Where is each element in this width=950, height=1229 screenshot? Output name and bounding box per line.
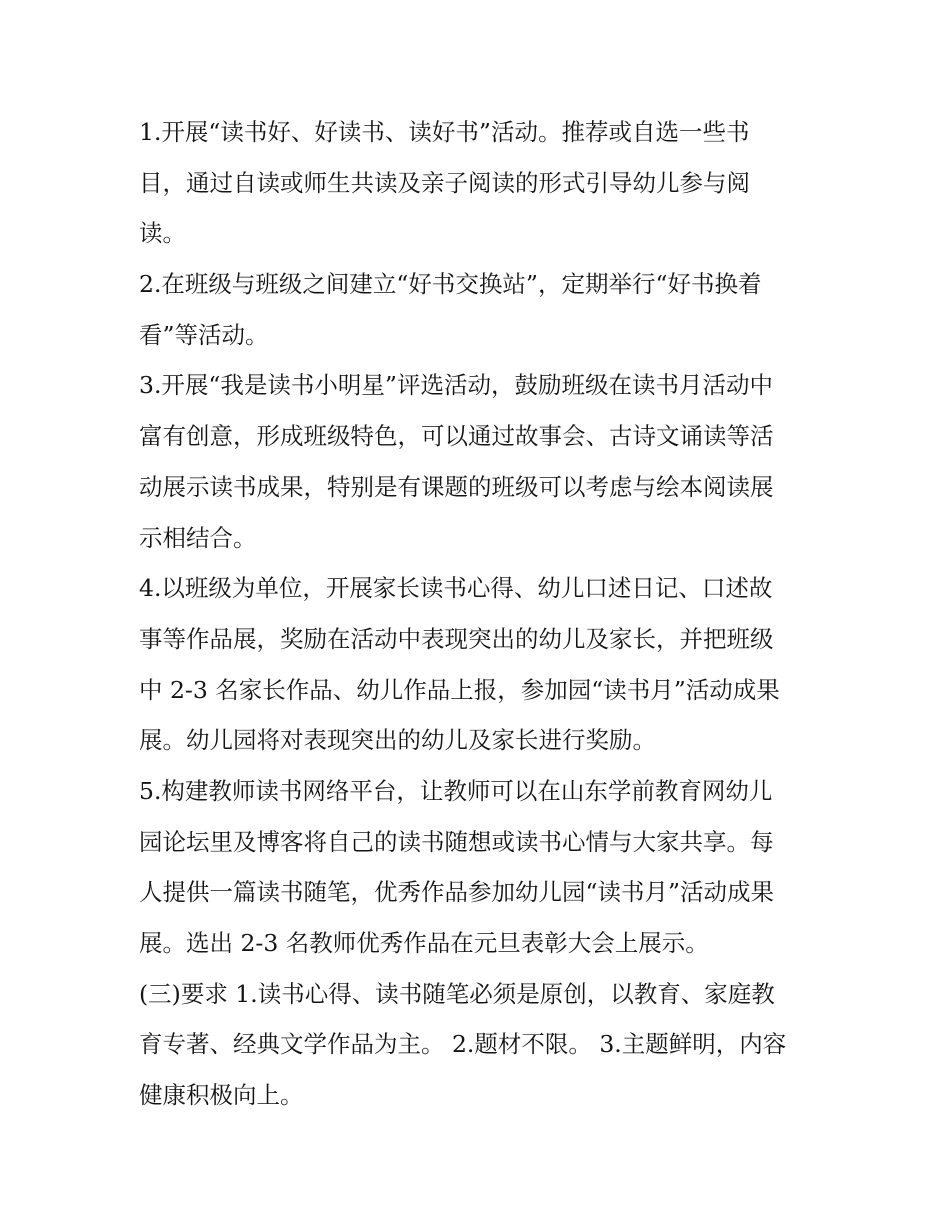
text-line: 富有创意，形成班级特色，可以通过故事会、古诗文诵读等活	[139, 422, 774, 451]
text-line: 3.开展“我是读书小明星”评选活动，鼓励班级在读书月活动中	[139, 371, 773, 400]
document-body	[139, 107, 819, 1121]
text-line: 中 2-3 名家长作品、幼儿作品上报，参加园“读书月”活动成果	[139, 675, 780, 704]
text-line: 目，通过自读或师生共读及亲子阅读的形式引导幼儿参与阅	[139, 168, 750, 197]
text-line: 1.开展“读书好、好读书、读好书”活动。推荐或自选一些书	[139, 118, 750, 146]
text-line: 园论坛里及博客将自己的读书随想或读书心情与大家共享。每	[139, 827, 774, 856]
text-line: 事等作品展，奖励在活动中表现突出的幼儿及家长，并把班级	[139, 624, 774, 653]
text-line: 示相结合。	[139, 523, 257, 552]
text-line: 人提供一篇读书随笔，优秀作品参加幼儿园“读书月”活动成果	[139, 878, 775, 907]
text-line: (三)要求 1.读书心得、读书随笔必须是原创，以教育、家庭教	[139, 979, 775, 1008]
text-line: 2.在班级与班级之间建立“好书交换站”，定期举行“好书换着	[139, 270, 762, 299]
text-line: 看”等活动。	[139, 320, 269, 349]
text-line: 动展示读书成果，特别是有课题的班级可以考虑与绘本阅读展	[139, 472, 774, 501]
text-line: 展。选出 2-3 名教师优秀作品在元旦表彰大会上展示。	[139, 929, 709, 957]
text-line: 育专著、经典文学作品为主。 2.题材不限。 3.主题鲜明，内容	[139, 1030, 787, 1059]
text-line: 健康积极向上。	[139, 1081, 304, 1110]
text-line: 展。幼儿园将对表现突出的幼儿及家长进行奖励。	[139, 726, 656, 755]
text-line: 4.以班级为单位，开展家长读书心得、幼儿口述日记、口述故	[139, 574, 773, 603]
text-line: 5.构建教师读书网络平台，让教师可以在山东学前教育网幼儿	[139, 776, 773, 805]
text-line: 读。	[139, 219, 186, 248]
